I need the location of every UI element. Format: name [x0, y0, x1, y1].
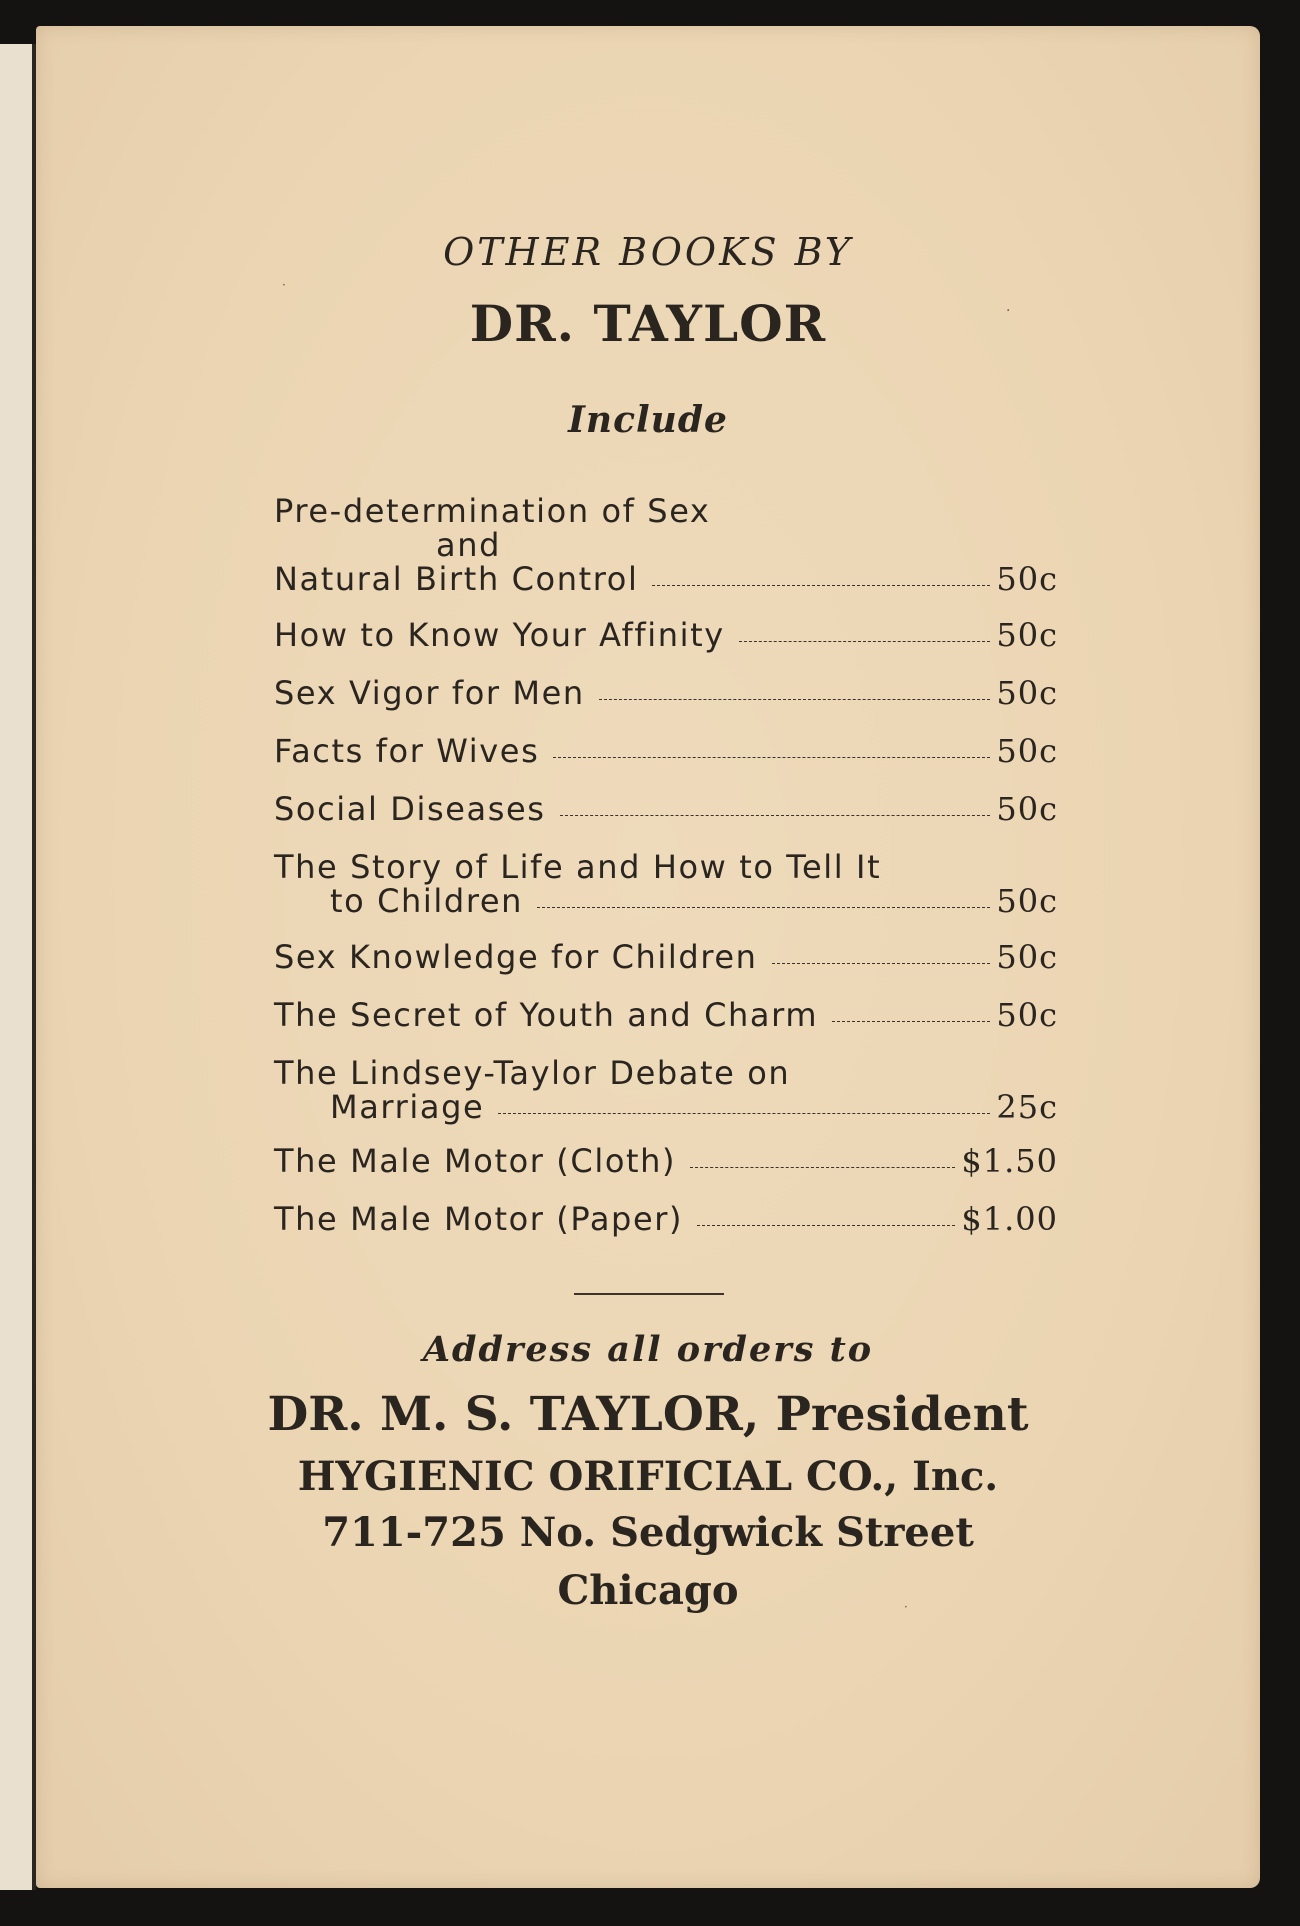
book-entry: [274, 1202, 1058, 1236]
book-price: 50c: [996, 674, 1058, 712]
book-price: 50c: [996, 938, 1058, 976]
book-price: $1.00: [961, 1200, 1058, 1238]
dot-leader: [553, 757, 990, 758]
address-intro: Address all orders to: [422, 1329, 874, 1370]
divider-rule: [574, 1293, 724, 1295]
book-entry: [274, 850, 1058, 918]
book-entry: [274, 792, 1058, 826]
dot-leader: [498, 1113, 990, 1114]
address-city: Chicago: [557, 1567, 739, 1614]
paper-speck: ·: [282, 278, 286, 292]
book-title-line: and: [436, 526, 502, 564]
book-entry: [274, 494, 1058, 596]
dot-leader: [739, 641, 991, 642]
book-title: Facts for Wives: [274, 732, 540, 770]
dot-leader: [599, 699, 991, 700]
dot-leader: [772, 963, 991, 964]
dot-leader: [652, 585, 990, 586]
book-entry: [274, 940, 1058, 974]
book-title-line: Marriage: [330, 1088, 485, 1126]
book-price: 50c: [996, 882, 1058, 920]
book-title-line: The Story of Life and How to Tell It: [274, 848, 882, 886]
paper-speck: ·: [904, 1600, 908, 1614]
book-entry: [274, 676, 1058, 710]
book-price: 50c: [996, 560, 1058, 598]
book-title: Sex Knowledge for Children: [274, 938, 758, 976]
book-title: How to Know Your Affinity: [274, 616, 725, 654]
book-price: 50c: [996, 996, 1058, 1034]
page-content: [36, 26, 1260, 1888]
dot-leader: [832, 1021, 990, 1022]
book-title-line: to Children: [330, 882, 524, 920]
book-entry: [274, 734, 1058, 768]
address-street: 711-725 No. Sedgwick Street: [322, 1509, 974, 1556]
book-title: The Male Motor (Cloth): [274, 1142, 677, 1180]
heading-include: Include: [568, 399, 728, 441]
book-price: $1.50: [961, 1142, 1058, 1180]
dot-leader: [697, 1225, 955, 1226]
book-price: 50c: [996, 732, 1058, 770]
book-title-line: Pre-determination of Sex: [274, 492, 711, 530]
heading-other-books-by: OTHER BOOKS BY: [443, 230, 853, 274]
book-title: Sex Vigor for Men: [274, 674, 585, 712]
book-title: The Secret of Youth and Charm: [274, 996, 819, 1034]
facing-page-edge: [0, 44, 36, 1890]
book-price: 50c: [996, 616, 1058, 654]
dot-leader: [690, 1167, 955, 1168]
dot-leader: [560, 815, 991, 816]
book-page: [36, 26, 1260, 1888]
address-name: DR. M. S. TAYLOR, President: [267, 1387, 1029, 1442]
book-title-line: The Lindsey-Taylor Debate on: [274, 1054, 791, 1092]
address-company: HYGIENIC ORIFICIAL CO., Inc.: [297, 1453, 999, 1500]
paper-speck: ·: [1006, 303, 1011, 319]
book-entry: [274, 998, 1058, 1032]
book-title: The Male Motor (Paper): [274, 1200, 684, 1238]
book-title: Social Diseases: [274, 790, 546, 828]
book-entry: [274, 1144, 1058, 1178]
book-title-line: Natural Birth Control: [274, 560, 639, 598]
dot-leader: [537, 907, 990, 908]
heading-dr-taylor: DR. TAYLOR: [469, 294, 827, 353]
book-price: 25c: [996, 1088, 1058, 1126]
book-entry: [274, 618, 1058, 652]
book-entry: [274, 1056, 1058, 1124]
book-price: 50c: [996, 790, 1058, 828]
